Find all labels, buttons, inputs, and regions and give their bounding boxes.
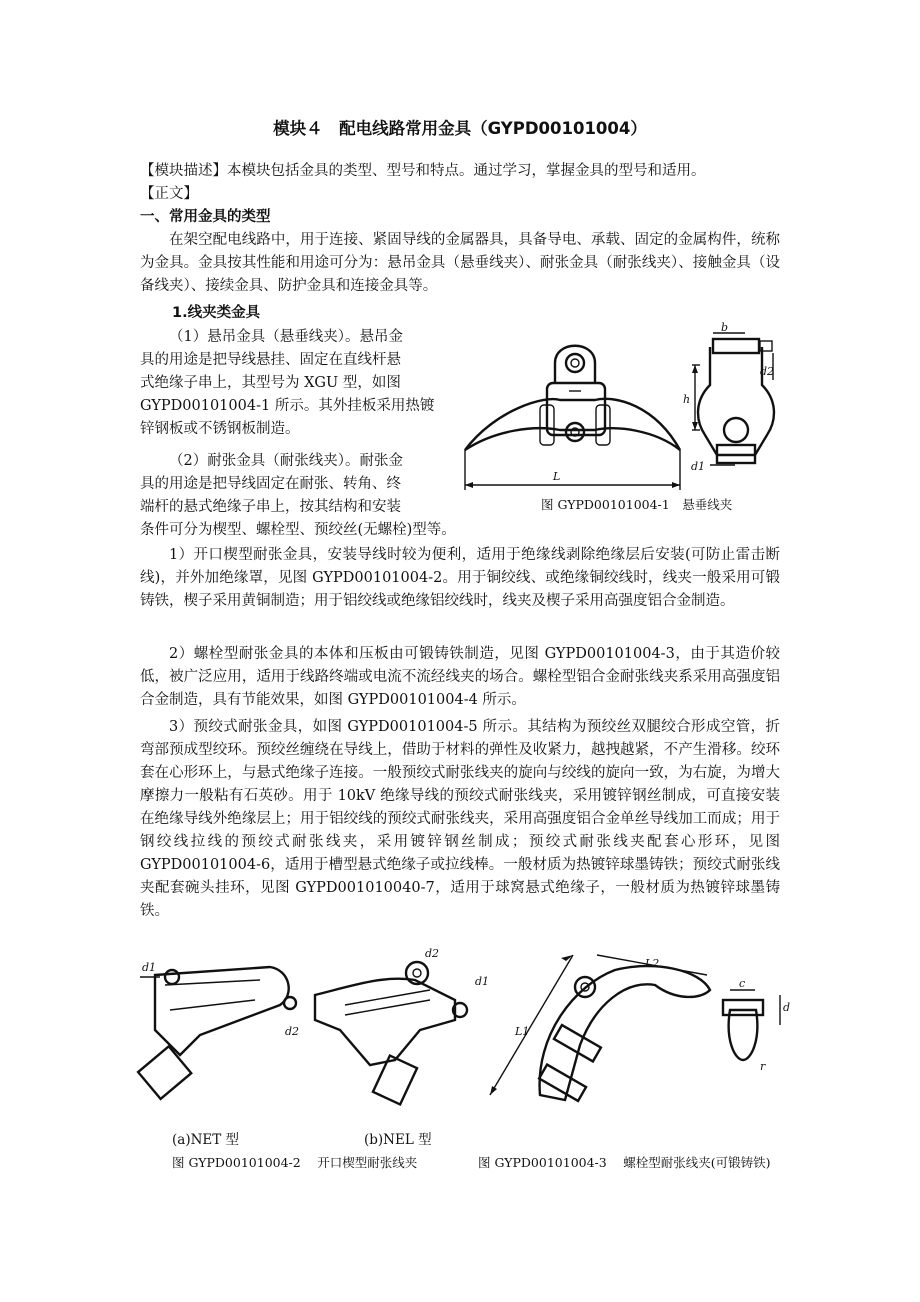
dimension-label: b xyxy=(721,321,729,334)
item1-line: （1）悬吊金具（悬垂线夹）。悬吊金 xyxy=(169,329,403,345)
figure1-caption: 图 GYPD00101004-1 悬垂线夹 xyxy=(541,497,733,512)
item2-paragraph xyxy=(140,450,500,542)
figure2b-label: (b)NEL 型 xyxy=(364,1132,432,1148)
dimension-label: L xyxy=(553,470,561,483)
item2-line: 条件可分为楔型、螺栓型、预绞丝(无螺栓)型等。 xyxy=(140,522,456,538)
item2-line: （2）耐张金具（耐张线夹）。耐张金 xyxy=(169,453,403,469)
paragraph-2: 2）螺栓型耐张金具的本体和压板由可锻铸铁制造，见图 GYPD00101004-3，由于其造价较低，被广泛应用，适用于线路终端或电流不流经线夹的场合。螺栓型铝合金耐张线夹系采用高强度铝合金制造，具有节能效果，如图 GYPD00101004-4 所示。 xyxy=(140,646,780,708)
dimension-label: h xyxy=(683,393,691,406)
dimension-label: d1 xyxy=(475,975,490,988)
dimension-label: c xyxy=(739,977,746,990)
figure-bolt-clamp xyxy=(485,945,795,1130)
dimension-label: r xyxy=(760,1060,766,1073)
item1-line: 具的用途是把导线悬挂、固定在直线杆悬 xyxy=(140,352,401,368)
paragraph-3: 3）预绞式耐张金具，如图 GYPD00101004-5 所示。其结构为预绞丝双腿绞合形成空管，折弯部预成型绞环。预绞丝缠绕在导线上，借助于材料的弹性及收紧力，越拽越紧，不产生滑移。绞环套在心形环上，与悬式绝缘子连接。一般预绞式耐张线夹的旋向与绞线的旋向一致，为右旋，为增大摩擦力一般粘有石英砂。用于 10kV 绝缘导线的预绞式耐张线夹，采用镀锌钢丝制成，可直接安装在绝缘导线外绝缘层上；用于铝绞线的预绞式耐张线夹，采用高强度铝合金单丝导线加工而成；用于钢绞线拉线的预绞式耐张线夹，采用镀锌钢丝制成；预绞式耐张线夹配套心形环，见图 GYPD00101004-6，适用于槽型悬式绝缘子或拉线棒。一般材质为热镀锌球墨铸铁；预绞式耐张线夹配套碗头挂环，见图 GYPD001010040-7，适用于球窝悬式绝缘子，一般材质为热镀锌球墨铸铁。 xyxy=(140,719,780,919)
figure-suspension-clamp xyxy=(455,321,785,500)
item1-line: GYPD00101004-1 所示。其外挂板采用热镀 xyxy=(140,398,435,414)
figure-nel-clamp xyxy=(305,945,505,1120)
item1-paragraph xyxy=(140,326,440,441)
dimension-label: d1 xyxy=(691,460,706,473)
dimension-label: d2 xyxy=(425,947,440,960)
figure2a-label: (a)NET 型 xyxy=(172,1132,240,1148)
module-description: 【模块描述】本模块包括金具的类型、型号和特点。通过学习，掌握金具的型号和适用。 xyxy=(140,163,706,179)
figure2-caption: 图 GYPD00101004-2 开口楔型耐张线夹 xyxy=(172,1155,418,1170)
dimension-label: L2 xyxy=(645,957,660,970)
figure-net-clamp xyxy=(140,955,305,1120)
item2-line: 具的用途是把导线固定在耐张、转角、终 xyxy=(140,476,401,492)
item1-line: 式绝缘子串上，其型号为 XGU 型，如图 xyxy=(140,375,401,391)
dimension-label: d2 xyxy=(285,1025,300,1038)
figure3-caption: 图 GYPD00101004-3 螺栓型耐张线夹(可锻铸铁) xyxy=(478,1155,771,1170)
dimension-label: d2 xyxy=(760,365,775,378)
section-heading: 一、常用金具的类型 xyxy=(140,209,271,225)
paragraph-1: 1）开口楔型耐张金具，安装导线时较为便利，适用于绝缘线剥除绝缘层后安装(可防止雷击断线)，并外加绝缘罩，见图 GYPD00101004-2。用于铜绞线、或绝缘铜绞线时，线夹一般采用可锻铸铁，楔子采用黄铜制造；用于铝绞线或绝缘铝绞线时，线夹及楔子采用高强度铝合金制造。 xyxy=(140,547,780,609)
item2-line: 端杆的悬式绝缘子串上，按其结构和安装 xyxy=(140,499,401,515)
dimension-label: d1 xyxy=(142,961,157,974)
body-label: 【正文】 xyxy=(140,186,198,202)
item1-line: 锌钢板或不锈钢板制造。 xyxy=(140,421,300,437)
page-title: 模块４ 配电线路常用金具（GYPD00101004） xyxy=(273,119,647,138)
dimension-label: L1 xyxy=(515,1025,530,1038)
subsection-heading: 1.线夹类金具 xyxy=(172,305,261,321)
dimension-label: d xyxy=(783,1001,791,1014)
paragraph-intro: 在架空配电线路中，用于连接、紧固导线的金属器具，具备导电、承载、固定的金属构件，统称为金具。金具按其性能和用途可分为：悬吊金具（悬垂线夹）、耐张金具（耐张线夹）、接触金具（设备线夹）、接续金具、防护金具和连接金具等。 xyxy=(140,232,780,294)
